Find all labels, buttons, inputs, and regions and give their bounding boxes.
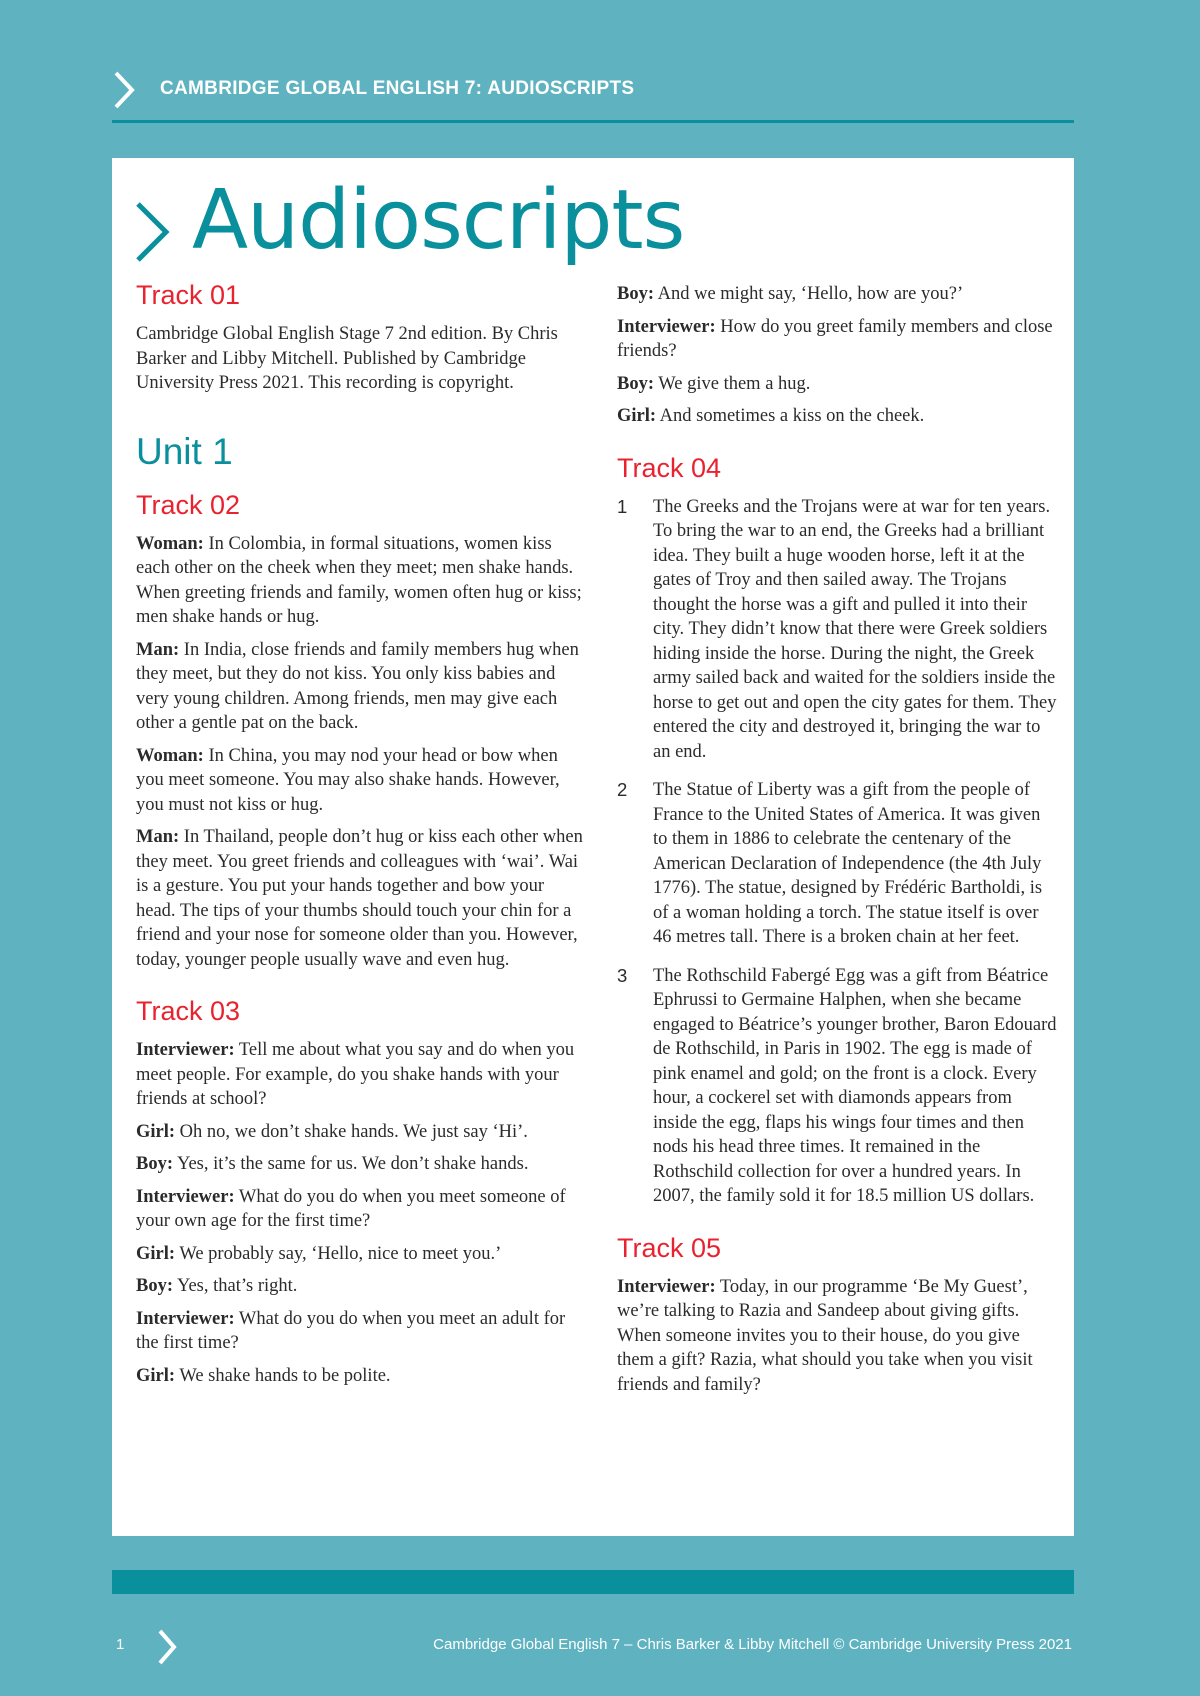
item-number: 1 bbox=[617, 495, 628, 517]
dialogue-text: Tell me about what you say and do when you meet people. For example, do you shake hands with your friends at school? bbox=[136, 1040, 575, 1109]
bottom-bar bbox=[112, 1570, 1074, 1594]
dialogue-line bbox=[136, 638, 586, 736]
speaker: Boy: bbox=[136, 1276, 173, 1296]
speaker: Interviewer: bbox=[136, 1186, 235, 1207]
page-title-text: Audioscripts bbox=[192, 173, 685, 268]
dialogue-text: Yes, it’s the same for us. We don’t shake hands. bbox=[173, 1154, 529, 1174]
left-column bbox=[136, 278, 586, 1396]
item-number: 3 bbox=[617, 964, 628, 986]
dialogue-line bbox=[136, 825, 586, 972]
speaker: Boy: bbox=[136, 1154, 173, 1174]
dialogue-line bbox=[617, 404, 1057, 429]
unit-heading: Unit 1 bbox=[136, 430, 233, 472]
track-heading: Track 02 bbox=[136, 489, 241, 520]
dialogue-text: In Colombia, in formal situations, women kiss each other on the cheek when they meet; men shake hands. When greeting friends and family, women often hug or kiss; men shake hands or hug. bbox=[136, 533, 582, 627]
dialogue-text: In China, you may nod your head or bow when you meet someone. You may also shake hands. However, you must not kiss or hug. bbox=[136, 745, 560, 815]
dialogue-text: What do you do when you meet someone of your own age for the first time? bbox=[136, 1186, 566, 1231]
speaker: Interviewer: bbox=[136, 1040, 235, 1060]
item-number: 2 bbox=[617, 779, 628, 800]
item-text: The Rothschild Fabergé Egg was a gift from Béatrice Ephrussi to Germaine Halphen, when she became engaged to Béatrice’s younger brother, Baron Edouard de Rothschild, in Paris in 1902. The egg is made of pink enamel and gold; on the front is a clock. Every hour, a cockerel set with diamonds appears from inside the egg, flaps his wings four times and then nods his head three times. It remained in the Rothschild collection for over a hundred years. In 2007, the family sold it for 18.5 million US dollars. bbox=[653, 965, 1057, 1206]
footer-copyright: Cambridge Global English 7 – Chris Barker & Libby Mitchell © Cambridge University Press 2021 bbox=[433, 1636, 1072, 1653]
right-column bbox=[617, 282, 1057, 1405]
dialogue-line bbox=[617, 282, 1057, 307]
dialogue-line bbox=[136, 1120, 586, 1145]
numbered-item bbox=[617, 778, 1057, 950]
dialogue-text: In Thailand, people don’t hug or kiss each other when they meet. You greet friends and colleagues with ‘wai’. Wai is a gesture. You put your hands together and bow your head. The tips of your thumbs should touch your chin for a friend and your nose for someone older than you. However, today, younger people usually wave and even hug. bbox=[136, 827, 583, 970]
dialogue-line bbox=[136, 1242, 586, 1267]
dialogue-text: We shake hands to be polite. bbox=[175, 1365, 391, 1386]
dialogue-text: Today, in our programme ‘Be My Guest’, we’re talking to Razia and Sandeep about giving gifts. When someone invites you to their house, do you give them a gift? Razia, what should you take when you visit friends and family? bbox=[617, 1276, 1033, 1395]
speaker: Interviewer: bbox=[136, 1308, 235, 1329]
speaker: Girl: bbox=[617, 406, 657, 426]
numbered-item bbox=[617, 495, 1057, 765]
dialogue-line bbox=[136, 1185, 586, 1234]
dialogue-text: We probably say, ‘Hello, nice to meet you.’ bbox=[175, 1243, 502, 1264]
dialogue-text: In India, close friends and family members hug when they meet, but they do not kiss. You only kiss babies and very young children. Among friends, men may give each other a gentle pat on the back. bbox=[136, 639, 579, 733]
speaker: Interviewer: bbox=[617, 1276, 716, 1297]
item-text: The Statue of Liberty was a gift from the people of France to the United States of America. It was given to them in 1886 to celebrate the centenary of the American Declaration of Independence (the 4th July 1776). The statue, designed by Frédéric Bartholdi, is of a woman holding a torch. The statue itself is over 46 metres tall. There is a broken chain at her feet. bbox=[653, 780, 1043, 947]
dialogue-line bbox=[617, 1275, 1057, 1398]
dialogue-text: How do you greet family members and close friends? bbox=[617, 316, 1053, 361]
dialogue-line bbox=[136, 1307, 586, 1356]
track-heading: Track 04 bbox=[617, 452, 722, 483]
dialogue-line bbox=[136, 1274, 586, 1299]
dialogue-line bbox=[617, 315, 1057, 364]
item-text: The Greeks and the Trojans were at war for ten years. To bring the war to an end, the Greeks had a brilliant idea. They built a huge wooden horse, left it at the gates of Troy and then sailed away. The Trojans thought the horse was a gift and pulled it into their city. They didn’t know that there were Greek soldiers hiding inside the horse. During the night, the Greek army sailed back and waited for the soldiers inside the horse to get out and open the city gates for them. They entered the city and destroyed it, bringing the war to an end. bbox=[653, 496, 1057, 762]
dialogue-text: And we might say, ‘Hello, how are you?’ bbox=[654, 284, 964, 304]
speaker: Girl: bbox=[136, 1365, 176, 1386]
copyright-notice: Cambridge Global English Stage 7 2nd edition. By Chris Barker and Libby Mitchell. Published by Cambridge University Press 2021. This recording is copyright. bbox=[136, 324, 558, 393]
chevron-right-icon bbox=[112, 70, 136, 110]
track-heading: Track 03 bbox=[136, 996, 241, 1026]
header-title: CAMBRIDGE GLOBAL ENGLISH 7: AUDIOSCRIPTS bbox=[160, 78, 635, 99]
numbered-item bbox=[617, 964, 1057, 1209]
speaker: Boy: bbox=[617, 373, 654, 394]
speaker: Woman: bbox=[136, 533, 204, 554]
dialogue-text: And sometimes a kiss on the cheek. bbox=[656, 406, 925, 426]
dialogue-line bbox=[617, 372, 1057, 397]
dialogue-line bbox=[136, 1364, 586, 1389]
page-footer bbox=[0, 1620, 1200, 1670]
speaker: Girl: bbox=[136, 1243, 176, 1264]
page-number: 1 bbox=[116, 1636, 125, 1653]
dialogue-line bbox=[136, 744, 586, 818]
speaker: Man: bbox=[136, 827, 180, 847]
speaker: Woman: bbox=[136, 745, 204, 766]
dialogue-text: What do you do when you meet an adult for the first time? bbox=[136, 1308, 566, 1353]
speaker: Girl: bbox=[136, 1121, 176, 1142]
track-heading: Track 01 bbox=[136, 280, 241, 310]
chevron-right-icon bbox=[132, 200, 172, 264]
page-header bbox=[112, 64, 1074, 123]
speaker: Man: bbox=[136, 639, 180, 660]
dialogue-text: Yes, that’s right. bbox=[173, 1276, 298, 1296]
dialogue-text: We give them a hug. bbox=[654, 373, 811, 394]
speaker: Interviewer: bbox=[617, 316, 716, 337]
track-heading: Track 05 bbox=[617, 1232, 722, 1263]
dialogue-line bbox=[136, 1038, 586, 1112]
chevron-right-icon bbox=[156, 1628, 178, 1666]
content-panel bbox=[112, 158, 1074, 1536]
dialogue-text: Oh no, we don’t shake hands. We just say ‘Hi’. bbox=[175, 1121, 528, 1142]
dialogue-line bbox=[136, 1152, 586, 1177]
dialogue-line bbox=[136, 532, 586, 630]
speaker: Boy: bbox=[617, 284, 654, 304]
